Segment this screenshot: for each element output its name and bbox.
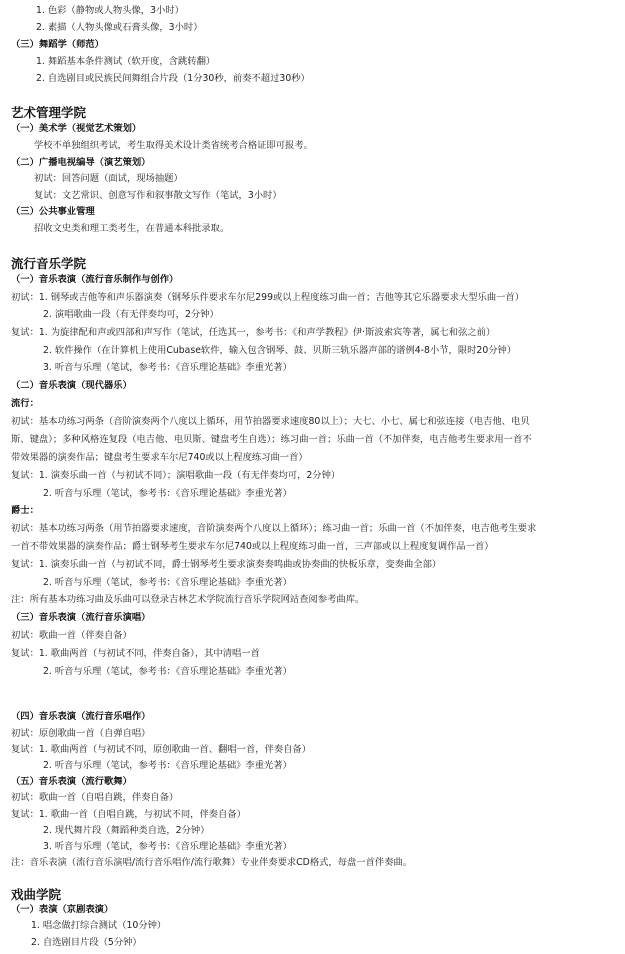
- text-line: 3. 听音与乐理（笔试，参考书：《音乐理论基础》李重光著）: [43, 362, 292, 373]
- text-line: 初试：1. 钢琴或吉他等和声乐器演奏（钢琴乐件要求车尔尼299或以上程度练习曲一首；吉他等其它乐器要求大型乐曲一首）: [11, 292, 525, 303]
- text-line: 2. 自选剧目片段（5分钟）: [31, 937, 142, 948]
- text-line: 2. 素描（人物头像或石膏头像，3小时）: [36, 22, 203, 33]
- text-line: 1. 唱念做打综合测试（10分钟）: [31, 920, 167, 931]
- text-line: 一首不带效果器的演奏作品；爵士钢琴考生要求车尔尼740或以上程度练习曲一首，三声部或以上程度复调作品一首）: [11, 541, 494, 552]
- subsection-title: （二）广播电视编导（演艺策划）: [11, 157, 151, 168]
- text-line: 复试：1. 为旋律配和声或四部和声写作（笔试，任选其一，参考书：《和声学教程》伊·斯波索宾等著，属七和弦之前）: [11, 327, 496, 338]
- text-line: 2. 自选剧目或民族民间舞组合片段（1分30秒，前奏不超过30秒）: [36, 73, 310, 84]
- text-line: 1. 色彩（静物或人物头像，3小时）: [36, 5, 184, 16]
- text-line: 2. 现代舞片段（舞蹈种类自选，2分钟）: [43, 825, 210, 836]
- text-line: 2. 听音与乐理（笔试，参考书：《音乐理论基础》李重光著）: [43, 760, 292, 771]
- subsection-title: （二）音乐表演（现代器乐）: [11, 380, 132, 391]
- text-line: 2. 听音与乐理（笔试，参考书：《音乐理论基础》李重光著）: [43, 666, 292, 677]
- subsection-title: （一）表演（京剧表演）: [11, 904, 114, 915]
- text-line: 初试：原创歌曲一首（自弹自唱）: [11, 728, 151, 739]
- text-line: 复试：1. 歌曲一首（自唱自跳，与初试不同，伴奏自备）: [11, 809, 246, 820]
- text-line: 2. 软件操作（在计算机上使用Cubase软件，输入包含钢琴、鼓、贝斯三轨乐器声部的谱例4-8小节，限时20分钟）: [43, 345, 517, 356]
- subsection-title: （一）美术学（视觉艺术策划）: [11, 123, 142, 134]
- subsection-title: （五）音乐表演（流行歌舞）: [11, 776, 132, 787]
- subsection-title: （三）音乐表演（流行音乐演唱）: [11, 612, 151, 623]
- text-line: 初试：基本功练习两条（用节拍器要求速度，音阶演奏两个八度以上循环）；练习曲一首；乐曲一首（不加伴奏，电吉他考生要求: [11, 523, 537, 534]
- text-line: 复试：文艺常识、创意写作和叙事散文写作（笔试，3小时）: [34, 190, 282, 201]
- category-label: 流行：: [11, 398, 39, 409]
- category-label: 爵士：: [11, 505, 39, 516]
- text-line: 2. 听音与乐理（笔试，参考书：《音乐理论基础》李重光著）: [43, 488, 292, 499]
- text-line: 斯、键盘）；多种风格连复段（电吉他、电贝斯、键盘考生自选）；练习曲一首；乐曲一首（不加伴奏，电吉他考生要求用一首不: [11, 434, 532, 445]
- text-line: 复试：1. 演奏乐曲一首（与初试不同）；演唱歌曲一段（有无伴奏均可，2分钟）: [11, 470, 341, 481]
- subsection-title: （三）公共事业管理: [11, 206, 95, 217]
- section-title-arts-management: 艺术管理学院: [11, 105, 87, 120]
- text-line: 1. 舞蹈基本条件测试（软开度，含跳转翻）: [36, 56, 216, 67]
- text-line: 学校不单独组织考试，考生取得美术设计类省统考合格证即可报考。: [34, 140, 313, 151]
- text-line: 复试：1. 歌曲两首（与初试不同，伴奏自备），其中清唱一首: [11, 648, 260, 659]
- text-line: 带效果器的演奏作品；键盘考生要求车尔尼740或以上程度练习曲一首）: [11, 452, 308, 463]
- text-line: 初试：回答问题（面试，现场抽题）: [34, 173, 183, 184]
- subsection-title: （三）舞蹈学（师范）: [11, 39, 104, 50]
- note-text: 注：所有基本功练习曲及乐曲可以登录吉林艺术学院流行音乐学院网站查阅参考曲库。: [11, 594, 365, 605]
- section-title-opera: 戏曲学院: [11, 887, 62, 902]
- text-line: 招收文史类和理工类考生，在普通本科批录取。: [34, 223, 230, 234]
- text-line: 2. 听音与乐理（笔试，参考书：《音乐理论基础》李重光著）: [43, 577, 292, 588]
- text-line: 2. 演唱歌曲一段（有无伴奏均可，2分钟）: [43, 309, 219, 320]
- text-line: 初试：歌曲一首（伴奏自备）: [11, 630, 132, 641]
- subsection-title: （一）音乐表演（流行音乐制作与创作）: [11, 274, 179, 285]
- text-line: 初试：基本功练习两条（音阶演奏两个八度以上循环，用节拍器要求速度80以上）；大七、小七、属七和弦连接（电吉他、电贝: [11, 416, 530, 427]
- text-line: 复试：1. 歌曲两首（与初试不同，原创歌曲一首、翻唱一首，伴奏自备）: [11, 744, 312, 755]
- text-line: 3. 听音与乐理（笔试，参考书：《音乐理论基础》李重光著）: [43, 841, 292, 852]
- text-line: 复试：1. 演奏乐曲一首（与初试不同，爵士钢琴考生要求演奏奏鸣曲或协奏曲的快板乐章，变奏曲全部）: [11, 559, 442, 570]
- subsection-title: （四）音乐表演（流行音乐唱作）: [11, 711, 151, 722]
- text-line: 初试：歌曲一首（自唱自跳，伴奏自备）: [11, 792, 179, 803]
- note-text: 注：音乐表演（流行音乐演唱/流行音乐唱作/流行歌舞）专业伴奏要求CD格式，每盘一首伴奏曲。: [11, 857, 413, 868]
- section-title-pop-music: 流行音乐学院: [11, 256, 87, 271]
